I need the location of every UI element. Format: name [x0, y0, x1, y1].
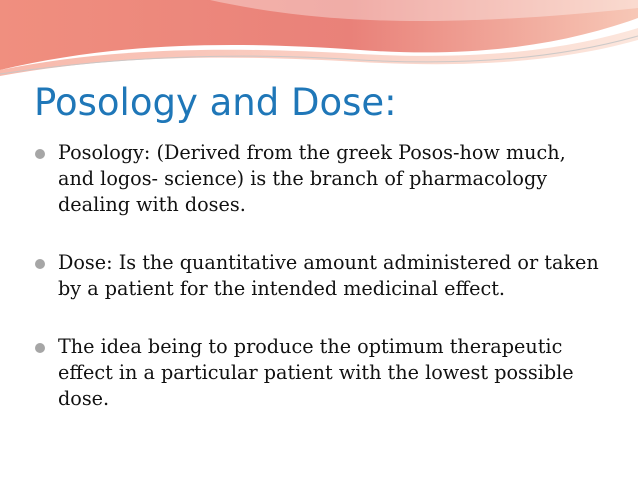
bullet-dot-icon [35, 149, 45, 159]
bullet-item [34, 334, 604, 412]
bullet-text: The idea being to produce the optimum therapeutic effect in a particular patient with the lowest possible dose. [58, 335, 574, 410]
slide-title: Posology and Dose: [34, 81, 397, 124]
bullet-dot-icon [35, 259, 45, 269]
bullet-item [34, 250, 604, 302]
bullet-text: Dose: Is the quantitative amount administered or taken by a patient for the intended medicinal effect. [58, 251, 599, 300]
bullet-list [34, 140, 604, 444]
bullet-dot-icon [35, 343, 45, 353]
bullet-text: Posology: (Derived from the greek Posos-how much, and logos- science) is the branch of pharmacology dealing with doses. [58, 141, 566, 216]
header-wave-decoration [0, 0, 638, 80]
bullet-item [34, 140, 604, 218]
